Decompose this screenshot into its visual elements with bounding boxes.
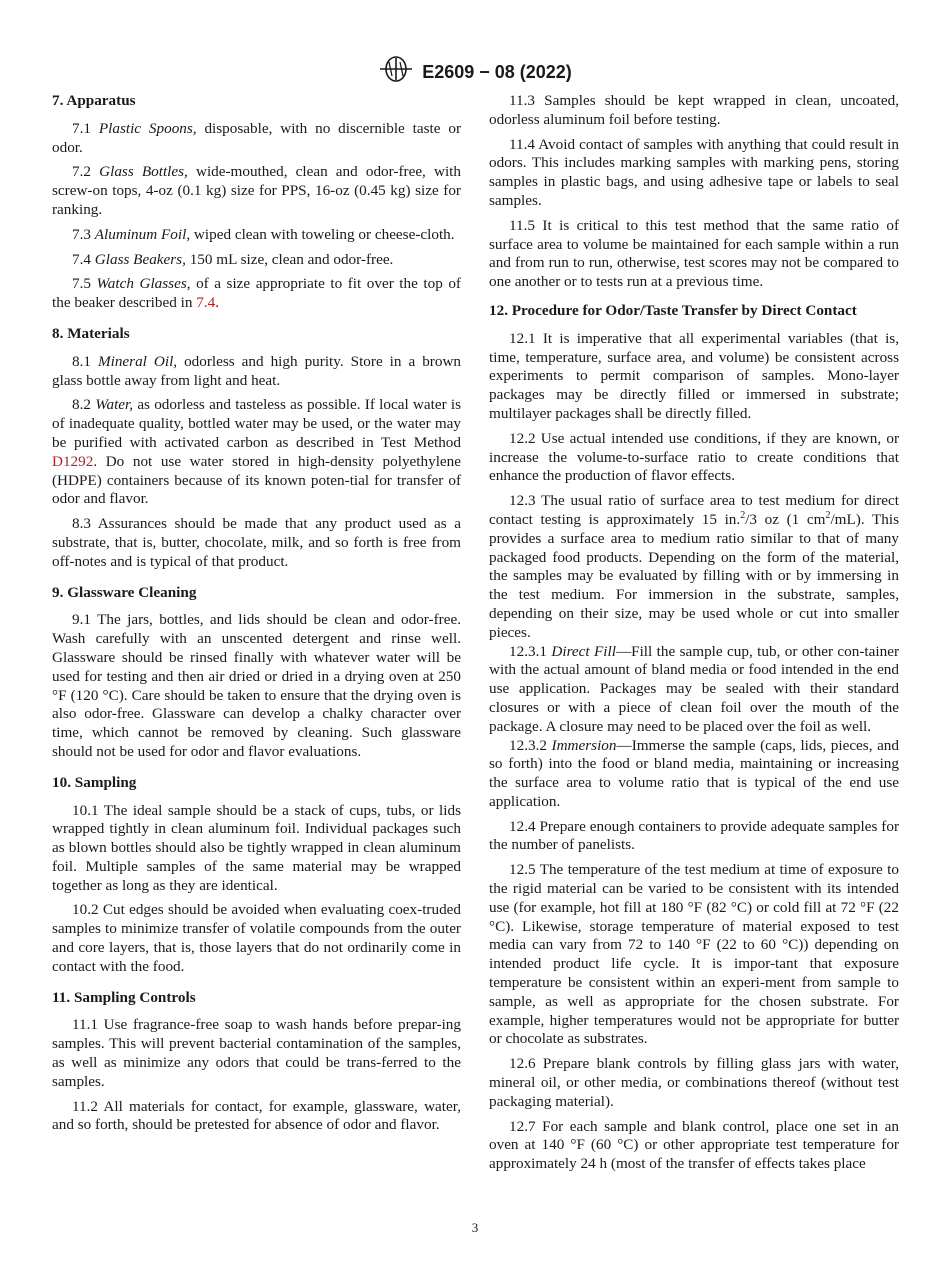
designation: E2609 − 08 (2022) [422, 62, 572, 82]
paragraph: 10.1 The ideal sample should be a stack of cups, tubs, or lids wrapped tightly in clean aluminum foil. Individual packages such as blown bottles should also be tightly wrapped in clean aluminum foil. Multiple samples of the same material may be wrapped together as long as they are identical. [52, 801, 461, 894]
section-heading: 12. Procedure for Odor/Taste Transfer by Direct Contact [489, 301, 857, 319]
paragraph: 7.1 Plastic Spoons, disposable, with no discernible taste or odor. [52, 119, 462, 156]
section-heading: 10. Sampling [52, 773, 137, 791]
paragraph: 12.3.2 Immersion—Immerse the sample (caps, lids, pieces, and so forth) into the food or bland media, maintaining or increasing the surface area to volume ratio that is typical of the end use application. [489, 736, 899, 810]
paragraph: 11.5 It is critical to this test method that the same ratio of surface area to volume be maintained for each sample within a run and from run to run, otherwise, test scores may not be compared to one another or to tests run at a previous time. [489, 216, 899, 291]
paragraph: 11.3 Samples should be kept wrapped in clean, uncoated, odorless aluminum foil before testing. [489, 92, 899, 128]
paragraph: 12.3.1 Direct Fill—Fill the sample cup, tub, or other con-tainer with the actual amount of bland media or food intended in the end use application. Packages may be sealed with their standard closures or with a piece of clean foil over the mouth of the package. A closure may need to be placed over the foil as well. [489, 642, 899, 735]
standard-link[interactable]: D1292 [52, 452, 94, 470]
page-number: 3 [471, 1220, 479, 1235]
section-heading: 8. Materials [52, 324, 130, 342]
paragraph: 11.4 Avoid contact of samples with anything that could result in odors. This includes marking samples with marking pens, storing samples in plastic bags, and using adhesive tape or labels to seal samples. [489, 135, 899, 209]
paragraph: 7.4 Glass Beakers, 150 mL size, clean and odor-free. [72, 250, 394, 268]
paragraph: 11.1 Use fragrance-free soap to wash hands before prepar-ing samples. This will prevent bacterial contamination of the samples, as well as minimize any odors that could be trans-ferred to the samples. [52, 1016, 461, 1090]
left-column [52, 92, 461, 1141]
paragraph: 8.2 Water, as odorless and tasteless as possible. If local water is of inadequate quality, bottled water may be used, or the water may be purified with activated carbon as described in Test Method D1292. Do not use water stored in high-density polyethylene (HDPE) containers because of its known poten-tial for transfer of odor and flavor. [52, 396, 462, 508]
paragraph: 8.3 Assurances should be made that any product used as a substrate, that is, butter, chocolate, milk, and so forth is free from off-notes and is typical of that product. [52, 515, 461, 570]
paragraph: 7.3 Aluminum Foil, wiped clean with toweling or cheese-cloth. [72, 225, 455, 243]
astm-logo-icon [378, 56, 414, 88]
paragraph: 11.2 All materials for contact, for example, glassware, water, and so forth, should be pretested for absence of odor and flavor. [52, 1097, 461, 1134]
paragraph: 12.7 For each sample and blank control, place one set in an oven at 140 °F (60 °C) or other appropriate test temperature for approximately 24 h (most of the transfer of effects takes place [489, 1117, 899, 1173]
paragraph: 12.5 The temperature of the test medium at time of exposure to the rigid material can be varied to be consistent with its intended use (for example, hot fill at 180 °F (82 °C) or cold fill at 72 °F (22 °C). Likewise, storage temperature of material exposed to test media can vary from 72 to 140 °F (22 to 60 °C)) depending on intended product life cycle. It is impor-tant that exposure temperature be consistent within an experi-ment from sample to sample, as well as appropriate for the chosen substrate. For example, higher temperatures would not be appropriate for butter or chocolate as substrates. [489, 861, 899, 1048]
paragraph: 9.1 The jars, bottles, and lids should be clean and odor-free. Wash carefully with an unscented detergent and rinse well. Glassware should be rinsed finally with whatever water will be used for testing and then air dried or dried in a drying oven at 250 °F (120 °C). Care should be taken to ensure that the drying oven is also odor-free. Glassware can develop a chalky character over time, which cannot be removed by cleaning. Such glassware should not be used for odor and flavor evaluations. [52, 611, 461, 760]
paragraph: 12.4 Prepare enough containers to provide adequate samples for the number of panelists. [489, 817, 899, 854]
paragraph: 10.2 Cut edges should be avoided when evaluating coex-truded samples to minimize transfer of volatile compounds from the outer and core layers, that is, those layers that do not ordinarily come in contact with the food. [52, 901, 461, 975]
right-column [489, 92, 899, 1180]
paragraph: 12.2 Use actual intended use conditions, if they are known, or increase the volume-to-surface ratio to create conditions that enhance the production of flavor effects. [489, 429, 899, 485]
section-heading: 9. Glassware Cleaning [52, 583, 197, 601]
page-header [0, 56, 950, 88]
paragraph: 12.1 It is imperative that all experimental variables (that is, time, temperature, surface area, and volume) be consistent across experiments to permit comparison of samples. Mono-layer packages may be directly filled or immersed in substrate; multilayer packages shall be directly filled. [489, 329, 899, 422]
paragraph: 7.2 Glass Bottles, wide-mouthed, clean and odor-free, with screw-on tops, 4-oz (0.1 kg) size for PPS, 16-oz (0.45 kg) size for ranking. [52, 163, 461, 218]
paragraph: 7.5 Watch Glasses, of a size appropriate to fit over the top of the beaker described in 7.4. [52, 275, 461, 312]
section-heading: 7. Apparatus [52, 92, 136, 109]
section-heading: 11. Sampling Controls [52, 988, 196, 1006]
section-link[interactable]: 7.4 [196, 294, 216, 312]
paragraph: 12.6 Prepare blank controls by filling glass jars with water, mineral oil, or other media, or combinations thereof (without test packaging material). [489, 1055, 899, 1110]
paragraph: 12.3 The usual ratio of surface area to test medium for direct contact testing is approximately 15 in.$^2$/3 oz (1 $cm^2/mL$). This provides a surface area to medium ratio similar to that of many packaged food products. Depending on the form of the material, the samples may be evaluated by filling with or by immersing in the test medium. For immersion in the substrate, samples, depending on their size, may be used whole or cut into smaller pieces. [489, 492, 899, 641]
paragraph: 8.1 Mineral Oil, odorless and high purity. Store in a brown glass bottle away from light and heat. [52, 352, 462, 389]
